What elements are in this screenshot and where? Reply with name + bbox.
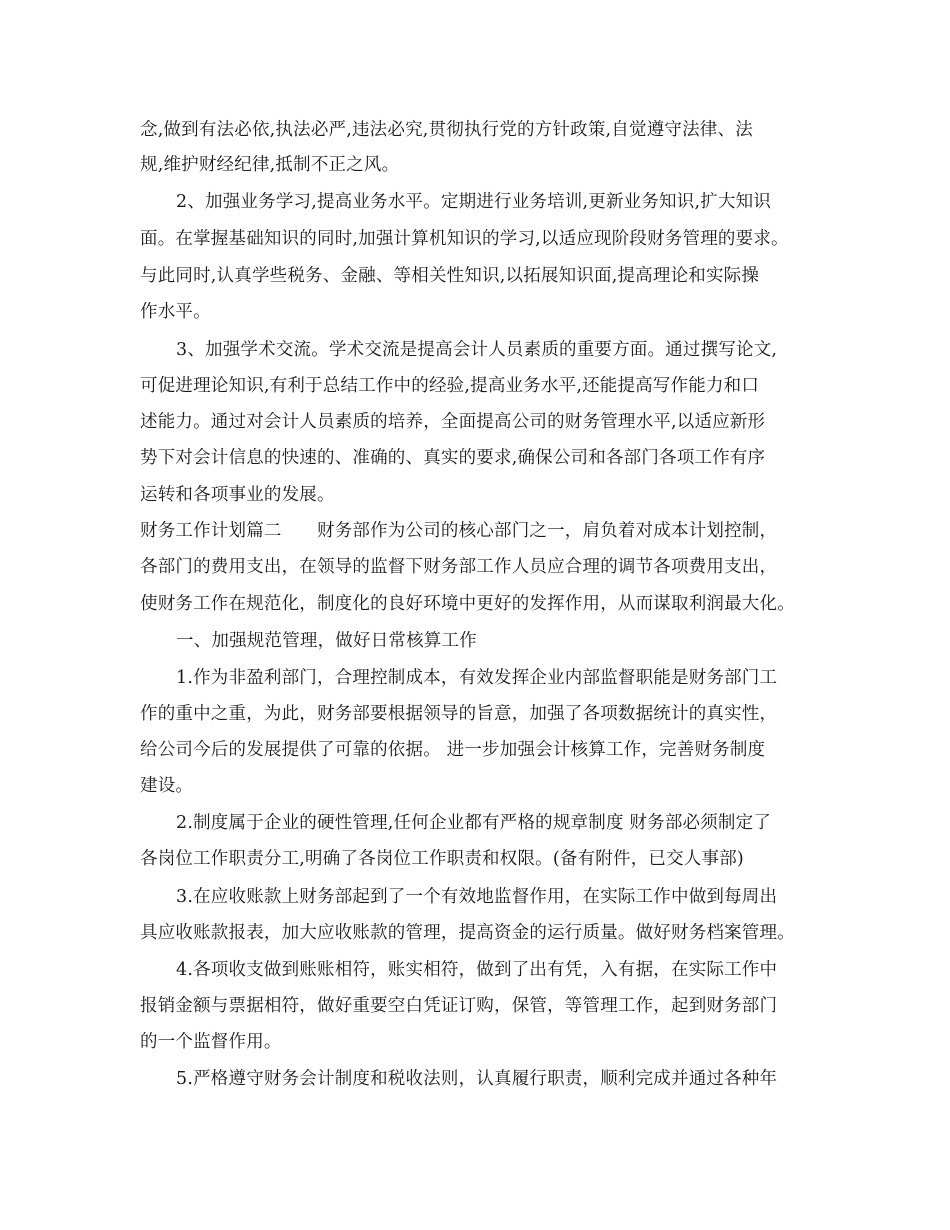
paragraph-start-line: 1.作为非盈利部门，合理控制成本，有效发挥企业内部监督职能是财务部门工 (176, 668, 778, 688)
text-line: 给公司今后的发展提供了可靠的依据。 进一步加强会计核算工作，完善财务制度 (140, 740, 766, 760)
paragraph-start-line: 2、加强业务学习,提高业务水平。定期进行业务培训,更新业务知识,扩大知识 (176, 192, 772, 212)
paragraph-start-line: 3、加强学术交流。学术交流是提高会计人员素质的重要方面。通过撰写论文, (176, 340, 778, 360)
text-line: 作的重中之重，为此，财务部要根据领导的旨意，加强了各项数据统计的真实性， (140, 704, 778, 724)
text-line: 面。在掌握基础知识的同时,加强计算机知识的学习,以适应现阶段财务管理的要求。 (140, 229, 789, 249)
paragraph-start-line: 5.严格遵守财务会计制度和税收法则，认真履行职责，顺利完成并通过各种年 (176, 1069, 778, 1089)
subheading-line: 一、加强规范管理，做好日常核算工作 (176, 631, 477, 651)
text-line: 运转和各项事业的发展。 (140, 485, 335, 505)
text-line: 建设。 (140, 776, 194, 796)
paragraph-start-line: 2.制度属于企业的硬性管理,任何企业都有严格的规章制度 财务部必须制定了 (176, 813, 772, 833)
text-line: 作水平。 (140, 302, 211, 322)
paragraph-start-line: 4.各项收支做到账账相符，账实相符，做到了出有凭，入有据，在实际工作中 (176, 960, 778, 980)
text-line: 念,做到有法必依,执法必严,违法必究,贯彻执行党的方针政策,自觉遵守法律、法 (140, 120, 753, 140)
text-line: 的一个监督作用。 (140, 1032, 282, 1052)
text-line: 各部门的费用支出，在领导的监督下财务部工作人员应合理的调节各项费用支出， (140, 557, 778, 577)
paragraph-start-line: 3.在应收账款上财务部起到了一个有效地监督作用，在实际工作中做到每周出 (176, 887, 778, 907)
text-line: 具应收账款报表，加大应收账款的管理，提高资金的运行质量。做好财务档案管理。 (140, 923, 795, 943)
text-line: 可促进理论知识,有利于总结工作中的经验,提高业务水平,还能提高写作能力和口 (140, 376, 760, 396)
text-line: 使财务工作在规范化，制度化的良好环境中更好的发挥作用，从而谋取利润最大化。 (140, 594, 795, 614)
text-line: 与此同时,认真学些税务、金融、等相关性知识,以拓展知识面,提高理论和实际操 (140, 266, 760, 286)
section-heading-line: 财务工作计划篇二 财务部作为公司的核心部门之一，肩负着对成本计划控制， (140, 521, 778, 541)
text-line: 述能力。通过对会计人员素质的培养，全面提高公司的财务管理水平,以适应新形 (140, 412, 766, 432)
text-line: 报销金额与票据相符，做好重要空白凭证订购，保管，等管理工作，起到财务部门 (140, 996, 778, 1016)
text-line: 规,维护财经纪律,抵制不正之风。 (140, 155, 400, 175)
text-line: 各岗位工作职责分工,明确了各岗位工作职责和权限。(备有附件，已交人事部) (140, 849, 744, 869)
text-line: 势下对会计信息的快速的、准确的、真实的要求,确保公司和各部门各项工作有序 (140, 448, 766, 468)
